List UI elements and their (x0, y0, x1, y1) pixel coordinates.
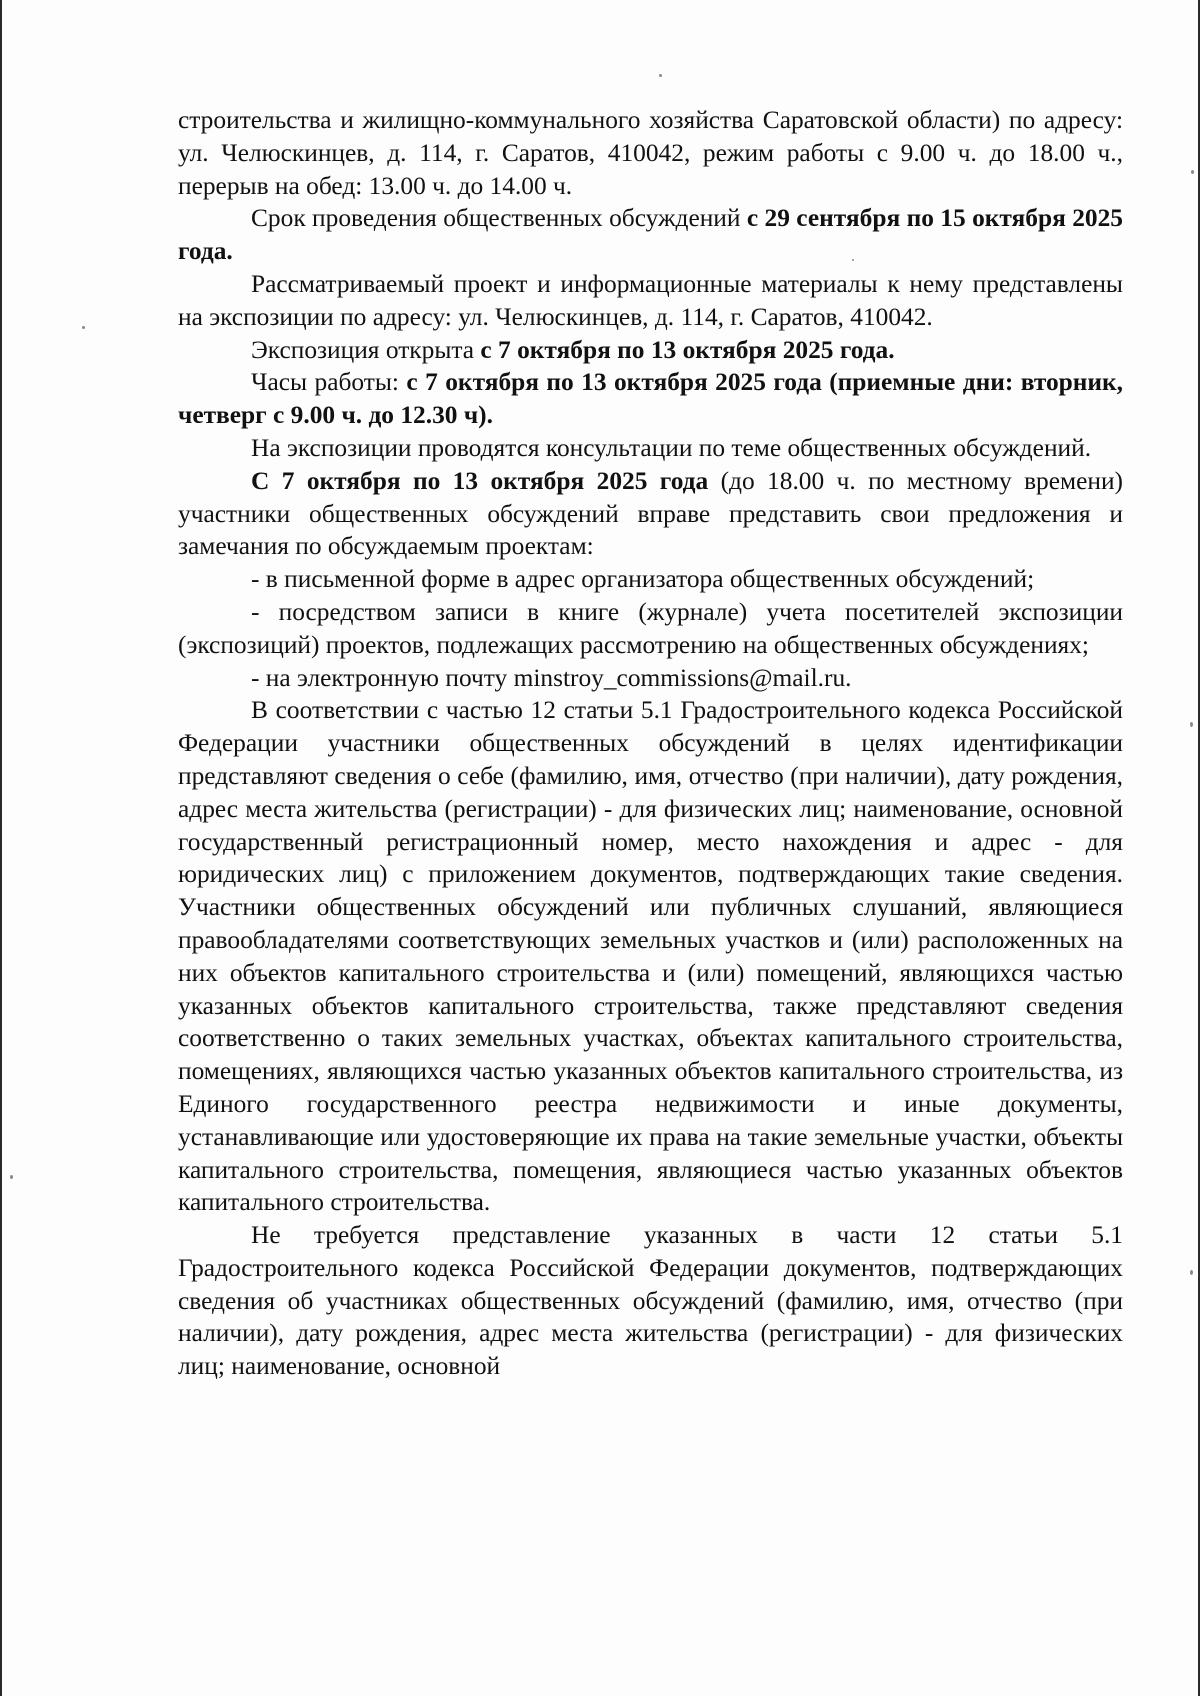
paragraph-hours-lead: Часы работы: (251, 368, 407, 397)
scan-speck (659, 74, 662, 77)
paragraph-period-lead: Срок проведения общественных обсуждений (251, 204, 747, 233)
paragraph-exposition-lead: Экспозиция открыта (251, 335, 481, 364)
paragraph-project-text: Рассматриваемый проект и информационные материалы к нему представлены на экспозиции по адресу: ул. Челюскинцев, д. 114, г. Саратов, 410042. (178, 269, 1123, 331)
list-item-email-text: - на электронную почту minstroy_commissions@mail.ru. (251, 663, 852, 692)
paragraph-proposals-text: (до 18.00 ч. по местному времени) участники общественных обсуждений вправе представить свои предложения и замечания по обсуждаемым проектам: (178, 466, 1123, 561)
paragraph-identification (178, 694, 1123, 1219)
paragraph-address-text: строительства и жилищно-коммунального хозяйства Саратовской области) по адресу: ул. Челюскинцев, д. 114, г. Саратов, 410042, режим работы с 9.00 ч. до 18.00 ч., перерыв на обед: 13.00 ч. до 14.00 ч. (178, 106, 1123, 200)
paragraph-address (178, 104, 1123, 202)
paragraph-exposition (178, 334, 1123, 367)
paragraph-proposals (178, 465, 1123, 563)
paragraph-not-required (178, 1219, 1123, 1383)
scan-speck (1191, 170, 1194, 174)
paragraph-consultations-text: На экспозиции проводятся консультации по теме общественных обсуждений. (251, 433, 1092, 462)
paragraph-identification-text: В соответствии с частью 12 статьи 5.1 Градостроительного кодекса Российской Федерации участники общественных обсуждений в целях идентификации представляют сведения о себе (фамилию, имя, отчество (при наличии), дату рождения, адрес места жительства (регистрации) - для физических лиц; наименование, основной государственный регистрационный номер, место нахождения и адрес - для юридических лиц) с приложением документов, подтверждающих такие сведения. Участники общественных обсуждений или публичных слушаний, являющиеся правообладателями соответствующих земельных участков и (или) расположенных на них объектов капитального строительства и (или) помещений, являющихся частью указанных объектов капитального строительства, также представляют сведения соответственно о таких земельных участках, объектах капитального строительства, помещениях, являющихся частью указанных объектов капитального строительства, из Единого государственного реестра недвижимости и иные документы, устанавливающие или удостоверяющие их права на такие земельные участки, объекты капитального строительства, помещения, являющиеся частью указанных объектов капитального строительства. (178, 696, 1123, 1217)
paragraph-project (178, 268, 1123, 334)
paragraph-not-required-text: Не требуется представление указанных в части 12 статьи 5.1 Градостроительного кодекса Российской Федерации документов, подтверждающих сведения об участниках общественных обсуждений (фамилию, имя, отчество (при наличии), дату рождения, адрес места жительства (регистрации) - для физических лиц; наименование, основной (178, 1221, 1123, 1381)
list-item-written-text: - в письменной форме в адрес организатора общественных обсуждений; (251, 565, 1035, 594)
scan-edge-left (0, 0, 2, 1696)
scan-speck (10, 1175, 13, 1179)
document-body (178, 104, 1123, 1383)
paragraph-exposition-dates: с 7 октября по 13 октября 2025 года. (480, 335, 895, 364)
paragraph-proposals-dates: С 7 октября по 13 октября 2025 года (251, 466, 709, 495)
paragraph-period (178, 202, 1123, 268)
paragraph-hours (178, 366, 1123, 432)
paragraph-consultations (178, 432, 1123, 465)
list-item-email (178, 662, 1123, 695)
scan-speck (1190, 722, 1193, 727)
scan-speck (82, 326, 85, 329)
list-item-journal-text: - посредством записи в книге (журнале) учета посетителей экспозиции (экспозиций) проектов, подлежащих рассмотрению на общественных обсуждениях; (178, 597, 1123, 659)
paragraph-period-dates: с 29 сентября по 15 октября 2025 года. (178, 204, 1123, 266)
list-item-written (178, 563, 1123, 596)
paragraph-hours-dates: с 7 октября по 13 октября 2025 года (приемные дни: вторник, четверг с 9.00 ч. до 12.30 ч). (178, 368, 1124, 430)
list-item-journal (178, 596, 1123, 662)
scan-speck (1190, 1270, 1193, 1275)
